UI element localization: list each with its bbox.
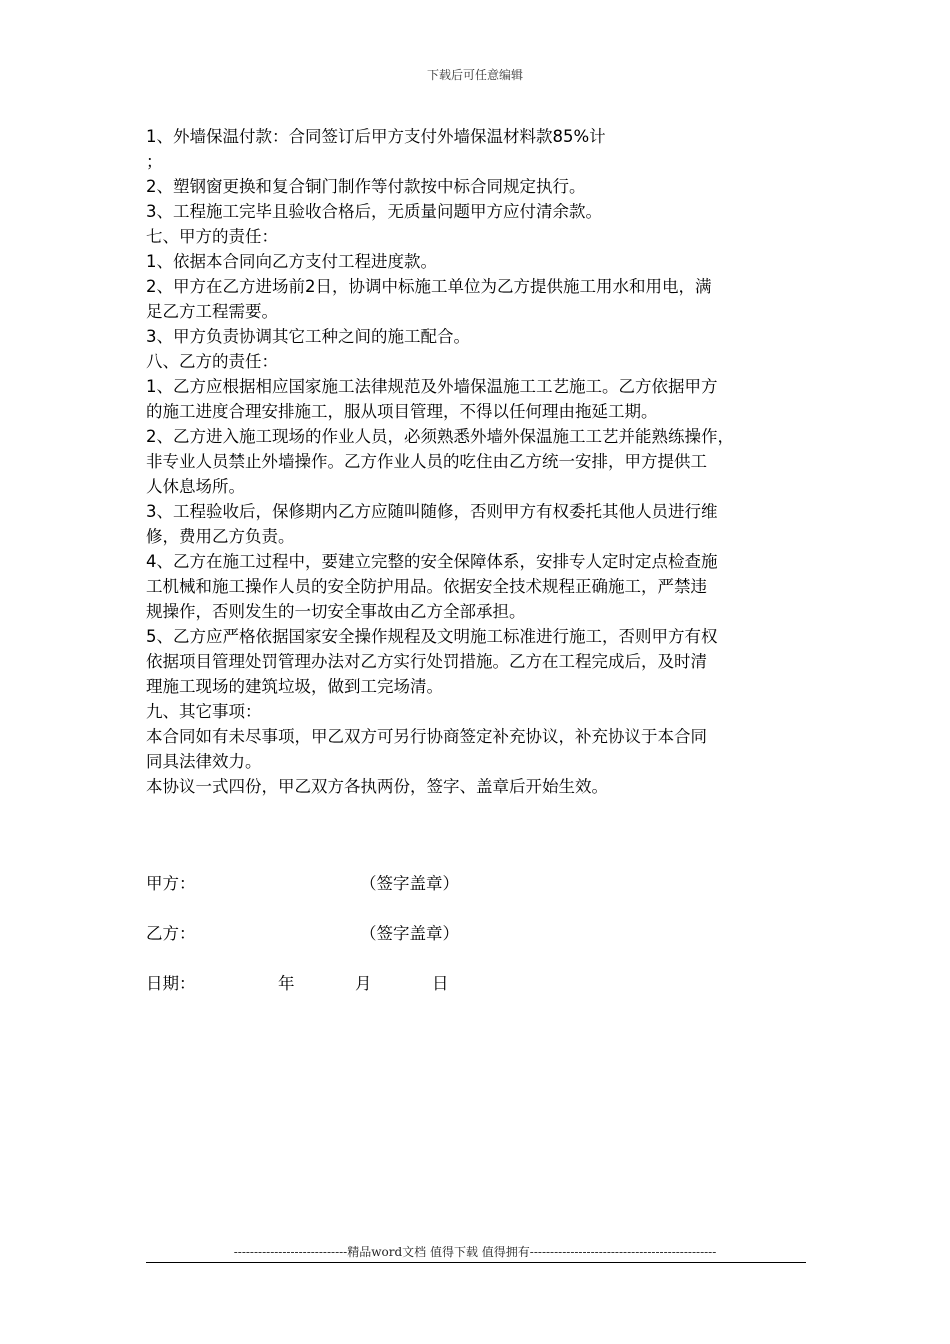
page-header: 下载后可任意编辑 [426,68,523,82]
text-line: 同具法律效力。 [146,752,262,771]
date-label: 日期： [146,974,196,993]
text-line: 本协议一式四份，甲乙双方各执两份，签字、盖章后开始生效。 [146,777,608,796]
text-line: 2、塑钢窗更换和复合铜门制作等付款按中标合同规定执行。 [146,177,586,196]
text-line: 的施工进度合理安排施工，服从项目管理，不得以任何理由拖延工期。 [146,402,658,421]
text-line: 依据项目管理处罚管理办法对乙方实行处罚措施。乙方在工程完成后，及时清 [146,652,707,671]
contract-body [146,124,818,799]
text-line: 理施工现场的建筑垃圾，做到工完场清。 [146,677,443,696]
section-heading: 七、甲方的责任： [146,227,278,246]
text-line: 规操作，否则发生的一切安全事故由乙方全部承担。 [146,602,526,621]
text-line: 人休息场所。 [146,477,245,496]
text-line: 1、依据本合同向乙方支付工程进度款。 [146,252,437,271]
text-line: 3、工程施工完毕且验收合格后，无质量问题甲方应付清余款。 [146,202,602,221]
text-line: 3、工程验收后，保修期内乙方应随叫随修，否则甲方有权委托其他人员进行维 [146,502,718,521]
date-month: 月 [355,974,372,993]
section-heading: 八、乙方的责任： [146,352,278,371]
footer-rule [146,1262,806,1263]
text-line: 1、乙方应根据相应国家施工法律规范及外墙保温施工工艺施工。乙方依据甲方 [146,377,718,396]
date-day: 日 [432,974,449,993]
party-b-label: 乙方： [146,924,196,943]
text-line: 2、甲方在乙方进场前2日，协调中标施工单位为乙方提供施工用水和用电，满 [146,277,712,296]
text-line: ； [146,152,163,171]
section-heading: 九、其它事项： [146,702,262,721]
text-line: 2、乙方进入施工现场的作业人员，必须熟悉外墙外保温施工工艺并能熟练操作， [146,427,734,446]
party-a-stamp: （签字盖章） [360,874,459,893]
text-line: 1、外墙保温付款：合同签订后甲方支付外墙保温材料款85%计 [146,127,606,146]
date-year: 年 [278,974,295,993]
page-footer: ----------------------------精品word文档 值得下载 值得拥有---------------------------------------------- [233,1245,717,1259]
party-a-label: 甲方： [146,874,196,893]
text-line: 工机械和施工操作人员的安全防护用品。依据安全技术规程正确施工，严禁违 [146,577,707,596]
text-line: 足乙方工程需要。 [146,302,278,321]
text-line: 4、乙方在施工过程中，要建立完整的安全保障体系，安排专人定时定点检查施 [146,552,718,571]
text-line: 非专业人员禁止外墙操作。乙方作业人员的吃住由乙方统一安排，甲方提供工 [146,452,707,471]
text-line: 修，费用乙方负责。 [146,527,295,546]
text-line: 本合同如有未尽事项，甲乙双方可另行协商签定补充协议，补充协议于本合同 [146,727,707,746]
text-line: 3、甲方负责协调其它工种之间的施工配合。 [146,327,470,346]
text-line: 5、乙方应严格依据国家安全操作规程及文明施工标准进行施工，否则甲方有权 [146,627,718,646]
party-b-stamp: （签字盖章） [360,924,459,943]
